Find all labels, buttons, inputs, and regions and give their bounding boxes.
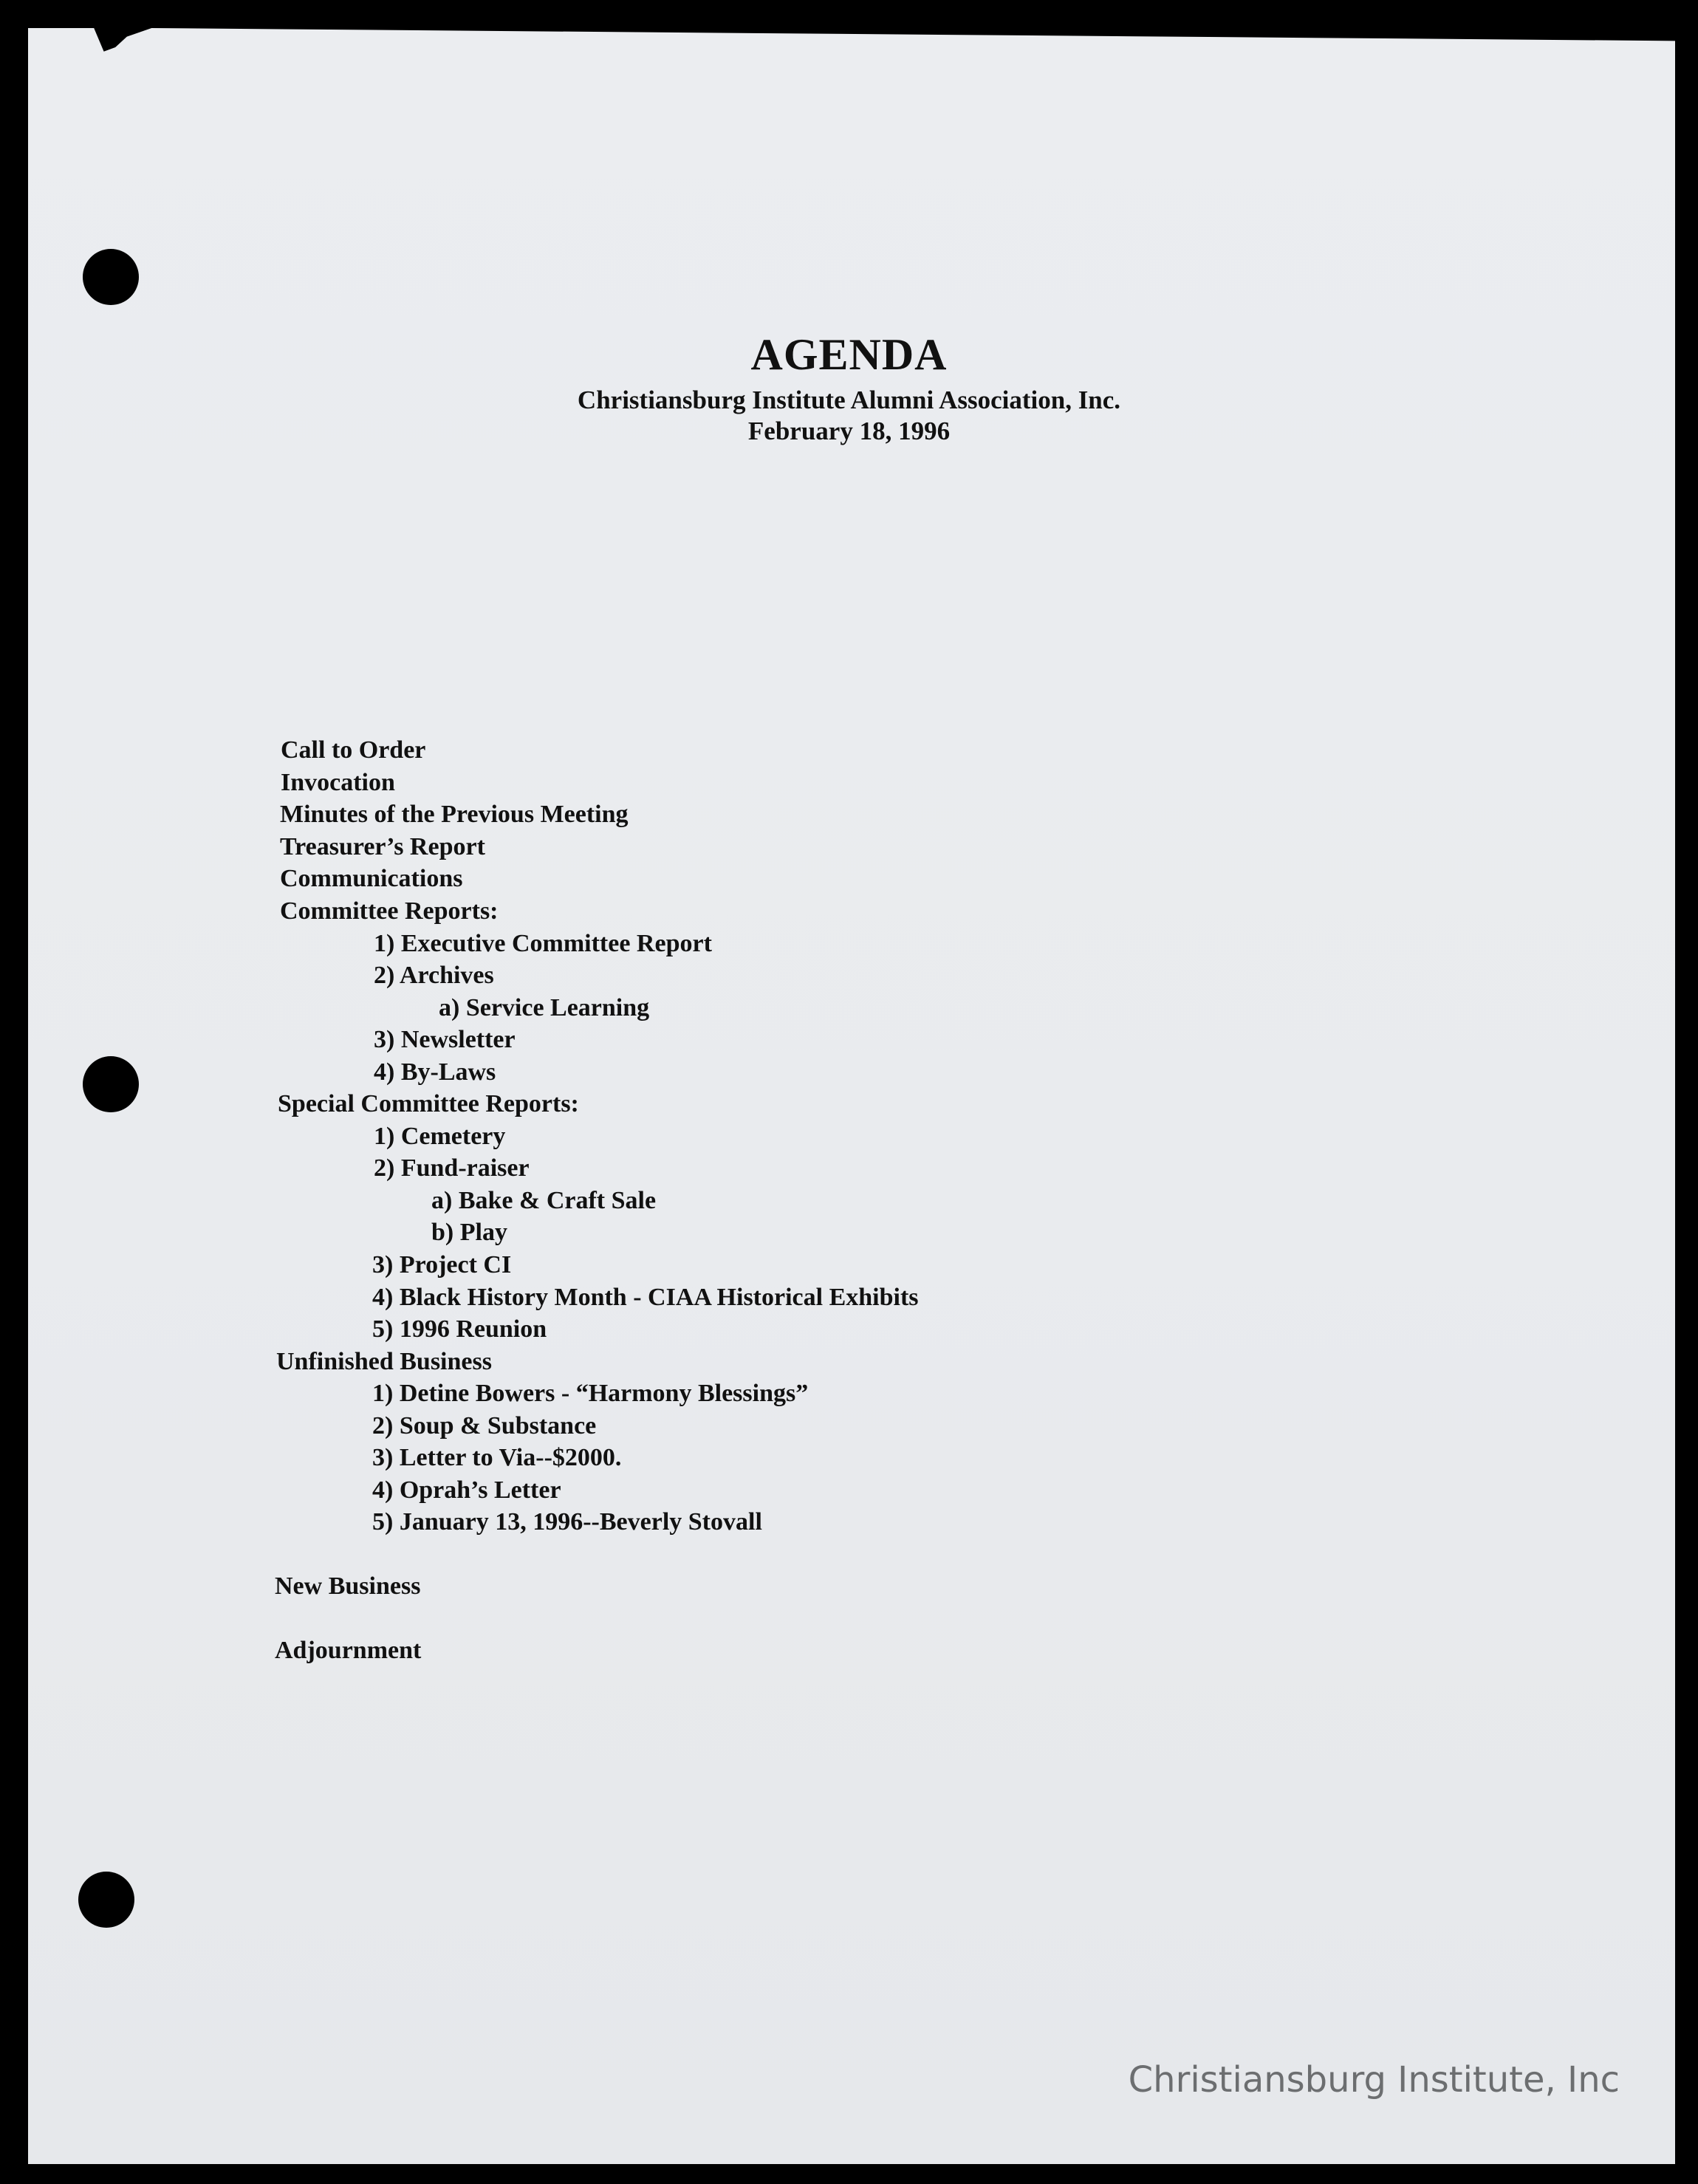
archive-watermark: Christiansburg Institute, Inc bbox=[1128, 2059, 1620, 2101]
special-committee-subitem: a) Bake & Craft Sale bbox=[431, 1187, 657, 1214]
punch-hole-middle bbox=[83, 1056, 139, 1112]
special-committee-heading: Special Committee Reports: bbox=[278, 1090, 579, 1117]
special-committee-item: 4) Black History Month - CIAA Historical Exhibits bbox=[372, 1284, 919, 1311]
committee-item: 1) Executive Committee Report bbox=[374, 930, 712, 957]
item-minutes: Minutes of the Previous Meeting bbox=[280, 801, 629, 828]
unfinished-business-item: 4) Oprah’s Letter bbox=[372, 1476, 561, 1504]
special-committee-item: 3) Project CI bbox=[372, 1251, 512, 1278]
item-adjournment: Adjournment bbox=[275, 1637, 422, 1664]
item-communications: Communications bbox=[280, 865, 463, 892]
special-committee-item: 1) Cemetery bbox=[374, 1123, 506, 1150]
organization-name: Christiansburg Institute Alumni Association, Inc. bbox=[577, 386, 1121, 414]
committee-subitem: a) Service Learning bbox=[439, 994, 650, 1021]
punch-hole-top bbox=[83, 249, 139, 305]
item-invocation: Invocation bbox=[281, 769, 395, 796]
unfinished-business-heading: Unfinished Business bbox=[276, 1348, 492, 1375]
committee-item: 3) Newsletter bbox=[374, 1026, 516, 1053]
unfinished-business-item: 1) Detine Bowers - “Harmony Blessings” bbox=[372, 1380, 809, 1407]
unfinished-business-item: 5) January 13, 1996--Beverly Stovall bbox=[372, 1508, 762, 1536]
unfinished-business-item: 2) Soup & Substance bbox=[372, 1412, 597, 1440]
item-treasurer-report: Treasurer’s Report bbox=[280, 833, 485, 860]
item-new-business: New Business bbox=[275, 1572, 421, 1600]
committee-item: 4) By-Laws bbox=[374, 1058, 496, 1086]
special-committee-subitem: b) Play bbox=[431, 1219, 507, 1246]
item-call-to-order: Call to Order bbox=[281, 736, 426, 764]
meeting-date: February 18, 1996 bbox=[747, 417, 951, 445]
special-committee-item: 2) Fund-raiser bbox=[374, 1154, 530, 1182]
unfinished-business-item: 3) Letter to Via--$2000. bbox=[372, 1444, 622, 1471]
agenda-title: AGENDA bbox=[750, 330, 948, 379]
special-committee-item: 5) 1996 Reunion bbox=[372, 1315, 547, 1343]
committee-item: 2) Archives bbox=[374, 962, 494, 989]
punch-hole-bottom bbox=[78, 1872, 134, 1928]
committee-reports-heading: Committee Reports: bbox=[280, 897, 499, 925]
